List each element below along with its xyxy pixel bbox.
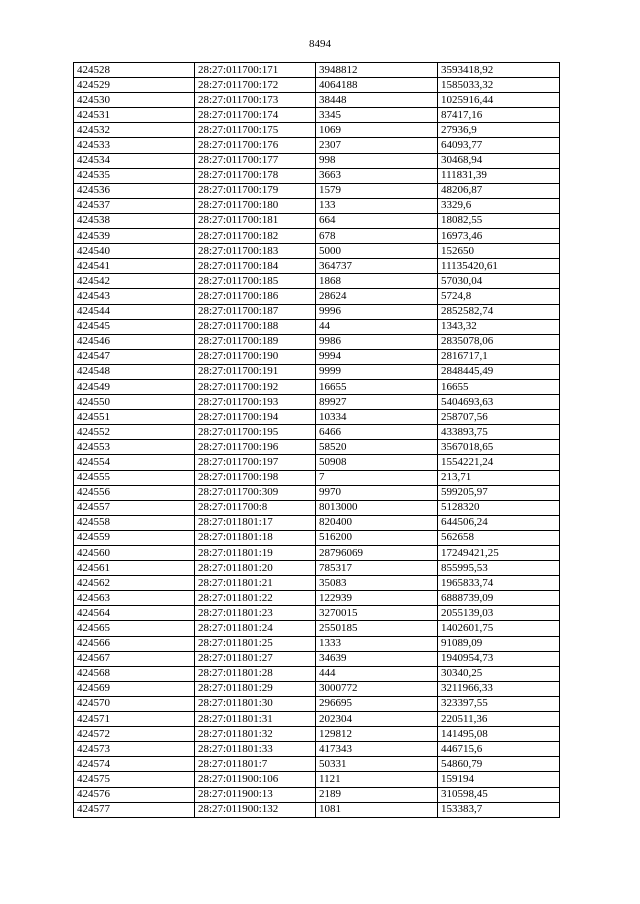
table-row (74, 561, 560, 576)
record-number-cell: 424566 (74, 636, 195, 651)
area-cell: 6466 (316, 425, 438, 440)
cadastral-number-cell: 28:27:011801:31 (195, 712, 316, 727)
record-number-cell: 424534 (74, 153, 195, 168)
area-cell: 2189 (316, 787, 438, 802)
area-cell: 1121 (316, 772, 438, 787)
record-number-cell: 424558 (74, 515, 195, 530)
cadastral-number-cell: 28:27:011801:27 (195, 651, 316, 666)
record-number-cell: 424565 (74, 621, 195, 636)
value-cell: 1585033,32 (438, 78, 560, 93)
table-row (74, 787, 560, 802)
value-cell: 3567018,65 (438, 440, 560, 455)
record-number-cell: 424535 (74, 168, 195, 183)
value-cell: 17249421,25 (438, 546, 560, 561)
cadastral-number-cell: 28:27:011700:194 (195, 410, 316, 425)
value-cell: 599205,97 (438, 485, 560, 500)
record-number-cell: 424555 (74, 470, 195, 485)
area-cell: 678 (316, 229, 438, 244)
cadastral-number-cell: 28:27:011700:186 (195, 289, 316, 304)
record-number-cell: 424529 (74, 78, 195, 93)
value-cell: 433893,75 (438, 425, 560, 440)
value-cell: 57030,04 (438, 274, 560, 289)
area-cell: 1069 (316, 123, 438, 138)
area-cell: 820400 (316, 515, 438, 530)
value-cell: 855995,53 (438, 561, 560, 576)
table-row (74, 712, 560, 727)
record-number-cell: 424573 (74, 742, 195, 757)
value-cell: 30468,94 (438, 153, 560, 168)
record-number-cell: 424532 (74, 123, 195, 138)
table-row (74, 198, 560, 213)
table-row (74, 802, 560, 817)
cadastral-number-cell: 28:27:011700:185 (195, 274, 316, 289)
table-row (74, 636, 560, 651)
area-cell: 444 (316, 666, 438, 681)
cadastral-number-cell: 28:27:011700:182 (195, 229, 316, 244)
area-cell: 202304 (316, 712, 438, 727)
record-number-cell: 424543 (74, 289, 195, 304)
cadastral-number-cell: 28:27:011700:190 (195, 349, 316, 364)
record-number-cell: 424570 (74, 696, 195, 711)
cadastral-number-cell: 28:27:011700:196 (195, 440, 316, 455)
area-cell: 4064188 (316, 78, 438, 93)
area-cell: 38448 (316, 93, 438, 108)
cadastral-number-cell: 28:27:011700:181 (195, 213, 316, 228)
table-row (74, 123, 560, 138)
record-number-cell: 424530 (74, 93, 195, 108)
table-row (74, 470, 560, 485)
area-cell: 129812 (316, 727, 438, 742)
area-cell: 7 (316, 470, 438, 485)
area-cell: 364737 (316, 259, 438, 274)
record-number-cell: 424554 (74, 455, 195, 470)
record-number-cell: 424551 (74, 410, 195, 425)
table-row (74, 772, 560, 787)
table-row (74, 440, 560, 455)
area-cell: 1081 (316, 802, 438, 817)
record-number-cell: 424531 (74, 108, 195, 123)
value-cell: 2055139,03 (438, 606, 560, 621)
record-number-cell: 424563 (74, 591, 195, 606)
table-row (74, 364, 560, 379)
table-row (74, 78, 560, 93)
record-number-cell: 424538 (74, 213, 195, 228)
table-row (74, 138, 560, 153)
cadastral-number-cell: 28:27:011700:178 (195, 168, 316, 183)
value-cell: 141495,08 (438, 727, 560, 742)
table-row (74, 229, 560, 244)
record-number-cell: 424528 (74, 63, 195, 78)
cadastral-number-cell: 28:27:011700:171 (195, 63, 316, 78)
area-cell: 133 (316, 198, 438, 213)
value-cell: 1965833,74 (438, 576, 560, 591)
area-cell: 1579 (316, 183, 438, 198)
table-row (74, 455, 560, 470)
cadastral-number-cell: 28:27:011801:28 (195, 666, 316, 681)
table-row (74, 244, 560, 259)
table-row (74, 334, 560, 349)
table-row (74, 304, 560, 319)
record-number-cell: 424568 (74, 666, 195, 681)
area-cell: 16655 (316, 379, 438, 394)
table-row (74, 410, 560, 425)
record-number-cell: 424542 (74, 274, 195, 289)
value-cell: 152650 (438, 244, 560, 259)
cadastral-number-cell: 28:27:011700:195 (195, 425, 316, 440)
table-row (74, 259, 560, 274)
table-row (74, 183, 560, 198)
record-number-cell: 424559 (74, 530, 195, 545)
area-cell: 296695 (316, 696, 438, 711)
record-number-cell: 424571 (74, 712, 195, 727)
value-cell: 562658 (438, 530, 560, 545)
table-row (74, 425, 560, 440)
record-number-cell: 424548 (74, 364, 195, 379)
value-cell: 27936,9 (438, 123, 560, 138)
record-number-cell: 424561 (74, 561, 195, 576)
value-cell: 3211966,33 (438, 681, 560, 696)
area-cell: 5000 (316, 244, 438, 259)
record-number-cell: 424537 (74, 198, 195, 213)
cadastral-number-cell: 28:27:011700:189 (195, 334, 316, 349)
value-cell: 2848445,49 (438, 364, 560, 379)
cadastral-number-cell: 28:27:011700:197 (195, 455, 316, 470)
cadastral-number-cell: 28:27:011801:33 (195, 742, 316, 757)
record-number-cell: 424540 (74, 244, 195, 259)
table-row (74, 108, 560, 123)
value-cell: 18082,55 (438, 213, 560, 228)
record-number-cell: 424577 (74, 802, 195, 817)
table-row (74, 530, 560, 545)
table-row (74, 727, 560, 742)
area-cell: 1333 (316, 636, 438, 651)
area-cell: 3345 (316, 108, 438, 123)
table-row (74, 591, 560, 606)
cadastral-number-cell: 28:27:011700:192 (195, 379, 316, 394)
area-cell: 1868 (316, 274, 438, 289)
table-row (74, 742, 560, 757)
cadastral-number-cell: 28:27:011801:18 (195, 530, 316, 545)
table-row (74, 681, 560, 696)
area-cell: 2550185 (316, 621, 438, 636)
value-cell: 2835078,06 (438, 334, 560, 349)
record-number-cell: 424557 (74, 500, 195, 515)
table-row (74, 515, 560, 530)
value-cell: 48206,87 (438, 183, 560, 198)
cadastral-number-cell: 28:27:011900:106 (195, 772, 316, 787)
area-cell: 28796069 (316, 546, 438, 561)
value-cell: 258707,56 (438, 410, 560, 425)
area-cell: 58520 (316, 440, 438, 455)
table-row (74, 63, 560, 78)
value-cell: 16973,46 (438, 229, 560, 244)
cadastral-number-cell: 28:27:011801:21 (195, 576, 316, 591)
area-cell: 3270015 (316, 606, 438, 621)
cadastral-number-cell: 28:27:011801:32 (195, 727, 316, 742)
record-number-cell: 424574 (74, 757, 195, 772)
cadastral-number-cell: 28:27:011900:132 (195, 802, 316, 817)
table-row (74, 395, 560, 410)
value-cell: 1554221,24 (438, 455, 560, 470)
area-cell: 516200 (316, 530, 438, 545)
cadastral-number-cell: 28:27:011700:173 (195, 93, 316, 108)
cadastral-number-cell: 28:27:011700:180 (195, 198, 316, 213)
value-cell: 87417,16 (438, 108, 560, 123)
value-cell: 6888739,09 (438, 591, 560, 606)
table-row (74, 606, 560, 621)
record-number-cell: 424576 (74, 787, 195, 802)
cadastral-number-cell: 28:27:011700:184 (195, 259, 316, 274)
area-cell: 9996 (316, 304, 438, 319)
area-cell: 122939 (316, 591, 438, 606)
record-number-cell: 424547 (74, 349, 195, 364)
area-cell: 998 (316, 153, 438, 168)
cadastral-number-cell: 28:27:011700:8 (195, 500, 316, 515)
area-cell: 9986 (316, 334, 438, 349)
value-cell: 2852582,74 (438, 304, 560, 319)
area-cell: 417343 (316, 742, 438, 757)
cadastral-number-cell: 28:27:011700:177 (195, 153, 316, 168)
data-table (73, 62, 560, 818)
value-cell: 54860,79 (438, 757, 560, 772)
cadastral-number-cell: 28:27:011801:7 (195, 757, 316, 772)
table-row (74, 651, 560, 666)
area-cell: 9970 (316, 485, 438, 500)
value-cell: 446715,6 (438, 742, 560, 757)
value-cell: 111831,39 (438, 168, 560, 183)
record-number-cell: 424544 (74, 304, 195, 319)
area-cell: 44 (316, 319, 438, 334)
record-number-cell: 424550 (74, 395, 195, 410)
area-cell: 8013000 (316, 500, 438, 515)
record-number-cell: 424545 (74, 319, 195, 334)
record-number-cell: 424536 (74, 183, 195, 198)
record-number-cell: 424562 (74, 576, 195, 591)
record-number-cell: 424546 (74, 334, 195, 349)
area-cell: 34639 (316, 651, 438, 666)
table-row (74, 289, 560, 304)
record-number-cell: 424553 (74, 440, 195, 455)
value-cell: 64093,77 (438, 138, 560, 153)
table-row (74, 696, 560, 711)
value-cell: 11135420,61 (438, 259, 560, 274)
record-number-cell: 424533 (74, 138, 195, 153)
cadastral-number-cell: 28:27:011700:193 (195, 395, 316, 410)
cadastral-number-cell: 28:27:011700:172 (195, 78, 316, 93)
area-cell: 50908 (316, 455, 438, 470)
area-cell: 664 (316, 213, 438, 228)
value-cell: 644506,24 (438, 515, 560, 530)
cadastral-number-cell: 28:27:011700:174 (195, 108, 316, 123)
record-number-cell: 424556 (74, 485, 195, 500)
area-cell: 28624 (316, 289, 438, 304)
record-number-cell: 424541 (74, 259, 195, 274)
area-cell: 10334 (316, 410, 438, 425)
area-cell: 3948812 (316, 63, 438, 78)
area-cell: 3663 (316, 168, 438, 183)
area-cell: 89927 (316, 395, 438, 410)
area-cell: 2307 (316, 138, 438, 153)
cadastral-number-cell: 28:27:011700:188 (195, 319, 316, 334)
table-row (74, 319, 560, 334)
table-row (74, 485, 560, 500)
table-row (74, 213, 560, 228)
record-number-cell: 424560 (74, 546, 195, 561)
cadastral-number-cell: 28:27:011801:23 (195, 606, 316, 621)
cadastral-number-cell: 28:27:011801:20 (195, 561, 316, 576)
table-row (74, 153, 560, 168)
table-row (74, 168, 560, 183)
value-cell: 5404693,63 (438, 395, 560, 410)
table-row (74, 93, 560, 108)
value-cell: 220511,36 (438, 712, 560, 727)
area-cell: 785317 (316, 561, 438, 576)
area-cell: 9999 (316, 364, 438, 379)
cadastral-number-cell: 28:27:011801:30 (195, 696, 316, 711)
table-row (74, 576, 560, 591)
table-row (74, 379, 560, 394)
cadastral-number-cell: 28:27:011700:175 (195, 123, 316, 138)
value-cell: 1402601,75 (438, 621, 560, 636)
area-cell: 9994 (316, 349, 438, 364)
cadastral-number-cell: 28:27:011700:183 (195, 244, 316, 259)
value-cell: 1025916,44 (438, 93, 560, 108)
cadastral-number-cell: 28:27:011801:24 (195, 621, 316, 636)
value-cell: 310598,45 (438, 787, 560, 802)
record-number-cell: 424567 (74, 651, 195, 666)
page-number: 8494 (309, 38, 331, 50)
record-number-cell: 424539 (74, 229, 195, 244)
table-row (74, 274, 560, 289)
record-number-cell: 424572 (74, 727, 195, 742)
value-cell: 159194 (438, 772, 560, 787)
cadastral-number-cell: 28:27:011700:198 (195, 470, 316, 485)
value-cell: 1940954,73 (438, 651, 560, 666)
value-cell: 16655 (438, 379, 560, 394)
value-cell: 3329,6 (438, 198, 560, 213)
cadastral-number-cell: 28:27:011801:22 (195, 591, 316, 606)
table-row (74, 500, 560, 515)
value-cell: 5724,8 (438, 289, 560, 304)
table-row (74, 621, 560, 636)
value-cell: 2816717,1 (438, 349, 560, 364)
cadastral-number-cell: 28:27:011700:191 (195, 364, 316, 379)
value-cell: 213,71 (438, 470, 560, 485)
cadastral-number-cell: 28:27:011700:309 (195, 485, 316, 500)
cadastral-number-cell: 28:27:011801:25 (195, 636, 316, 651)
table-row (74, 349, 560, 364)
value-cell: 30340,25 (438, 666, 560, 681)
table-row (74, 546, 560, 561)
value-cell: 1343,32 (438, 319, 560, 334)
cadastral-number-cell: 28:27:011801:29 (195, 681, 316, 696)
record-number-cell: 424564 (74, 606, 195, 621)
table-row (74, 666, 560, 681)
cadastral-number-cell: 28:27:011700:176 (195, 138, 316, 153)
record-number-cell: 424569 (74, 681, 195, 696)
table-row (74, 757, 560, 772)
cadastral-number-cell: 28:27:011700:179 (195, 183, 316, 198)
cadastral-number-cell: 28:27:011801:19 (195, 546, 316, 561)
value-cell: 3593418,92 (438, 63, 560, 78)
cadastral-number-cell: 28:27:011801:17 (195, 515, 316, 530)
area-cell: 3000772 (316, 681, 438, 696)
area-cell: 50331 (316, 757, 438, 772)
value-cell: 153383,7 (438, 802, 560, 817)
cadastral-number-cell: 28:27:011700:187 (195, 304, 316, 319)
table-body (74, 63, 560, 818)
value-cell: 91089,09 (438, 636, 560, 651)
cadastral-number-cell: 28:27:011900:13 (195, 787, 316, 802)
value-cell: 323397,55 (438, 696, 560, 711)
value-cell: 5128320 (438, 500, 560, 515)
record-number-cell: 424552 (74, 425, 195, 440)
record-number-cell: 424549 (74, 379, 195, 394)
area-cell: 35083 (316, 576, 438, 591)
record-number-cell: 424575 (74, 772, 195, 787)
